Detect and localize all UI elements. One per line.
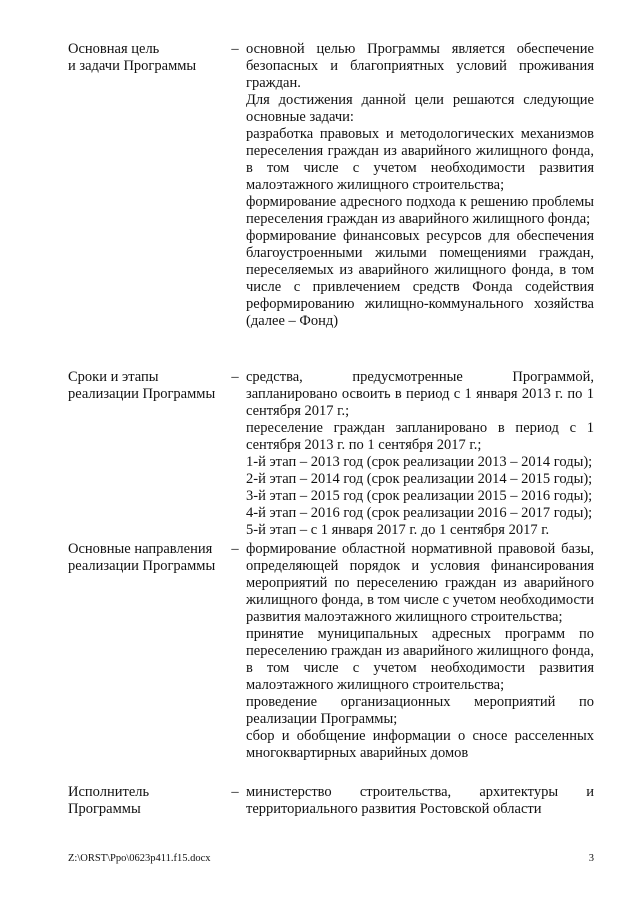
label-line: Основная цель xyxy=(68,41,160,57)
paragraph: средства, предусмотренные Программой, запланировано освоить в период с 1 января 2013 г. по 1 сентября 2017 г.; xyxy=(246,369,594,419)
paragraph: проведение организационных мероприятий по реализации Программы; xyxy=(246,694,594,727)
page-footer xyxy=(68,853,594,865)
dash: – xyxy=(231,541,239,557)
paragraph: 3-й этап – 2015 год (срок реализации 2015 – 2016 годы); xyxy=(246,488,593,504)
dash: – xyxy=(231,369,239,385)
section-executor-label xyxy=(68,784,233,818)
paragraph: 1-й этап – 2013 год (срок реализации 2013 – 2014 годы); xyxy=(246,454,593,470)
label-line: и задачи Программы xyxy=(68,58,197,74)
section-directions-label xyxy=(68,541,233,575)
paragraph: принятие муниципальных адресных программ по переселению граждан из аварийного жилищного фонда, в том числе с учетом необходимости развития малоэтажного жилищного строительства; xyxy=(246,626,594,693)
label-line: Исполнитель xyxy=(68,784,150,800)
paragraph: формирование финансовых ресурсов для обеспечения благоустроенными жилыми помещениями граждан, переселяемых из аварийного жилищного фонда, в том числе с привлечением средств Фонда содействия реформированию жилищно-коммунального хозяйства (далее – Фонд) xyxy=(246,228,594,329)
paragraph: 5-й этап – с 1 января 2017 г. до 1 сентября 2017 г. xyxy=(246,522,550,538)
paragraph: Для достижения данной цели решаются следующие основные задачи: xyxy=(246,92,594,125)
label-line: Программы xyxy=(68,801,141,817)
paragraph: 4-й этап – 2016 год (срок реализации 2016 – 2017 годы); xyxy=(246,505,593,521)
section-executor-content xyxy=(246,784,594,818)
footer-file-path: Z:\ORST\Ppo\0623p411.f15.docx xyxy=(68,853,211,864)
dash: – xyxy=(231,41,239,57)
label-line: Сроки и этапы xyxy=(68,369,159,385)
paragraph: основной целью Программы является обеспечение безопасных и благоприятных условий проживания граждан. xyxy=(246,41,594,91)
paragraph: формирование адресного подхода к решению проблемы переселения граждан из аварийного жилищного фонда; xyxy=(246,194,594,227)
section-directions-content xyxy=(246,541,594,762)
dash: – xyxy=(231,784,239,800)
section-goal-content xyxy=(246,41,594,330)
section-timeline-content xyxy=(246,369,594,539)
label-line: Основные направления xyxy=(68,541,213,557)
section-timeline-label xyxy=(68,369,233,403)
page-number: 3 xyxy=(588,853,594,864)
paragraph: министерство строительства, архитектуры и территориального развития Ростовской области xyxy=(246,784,594,817)
paragraph: 2-й этап – 2014 год (срок реализации 2014 – 2015 годы); xyxy=(246,471,593,487)
paragraph: переселение граждан запланировано в период с 1 сентября 2013 г. по 1 сентября 2017 г.; xyxy=(246,420,594,453)
section-goal-label xyxy=(68,41,233,75)
paragraph: разработка правовых и методологических механизмов переселения граждан из аварийного жилищного фонда, в том числе с учетом необходимости развития малоэтажного жилищного строительства; xyxy=(246,126,594,193)
paragraph: формирование областной нормативной правовой базы, определяющей порядок и условия финансирования мероприятий по переселению граждан из аварийного жилищного фонда, в том числе с учетом необходимости развития малоэтажного жилищного строительства; xyxy=(246,541,594,625)
paragraph: сбор и обобщение информации о сносе расселенных многоквартирных аварийных домов xyxy=(246,728,594,761)
label-line: реализации Программы xyxy=(68,558,216,574)
label-line: реализации Программы xyxy=(68,386,216,402)
